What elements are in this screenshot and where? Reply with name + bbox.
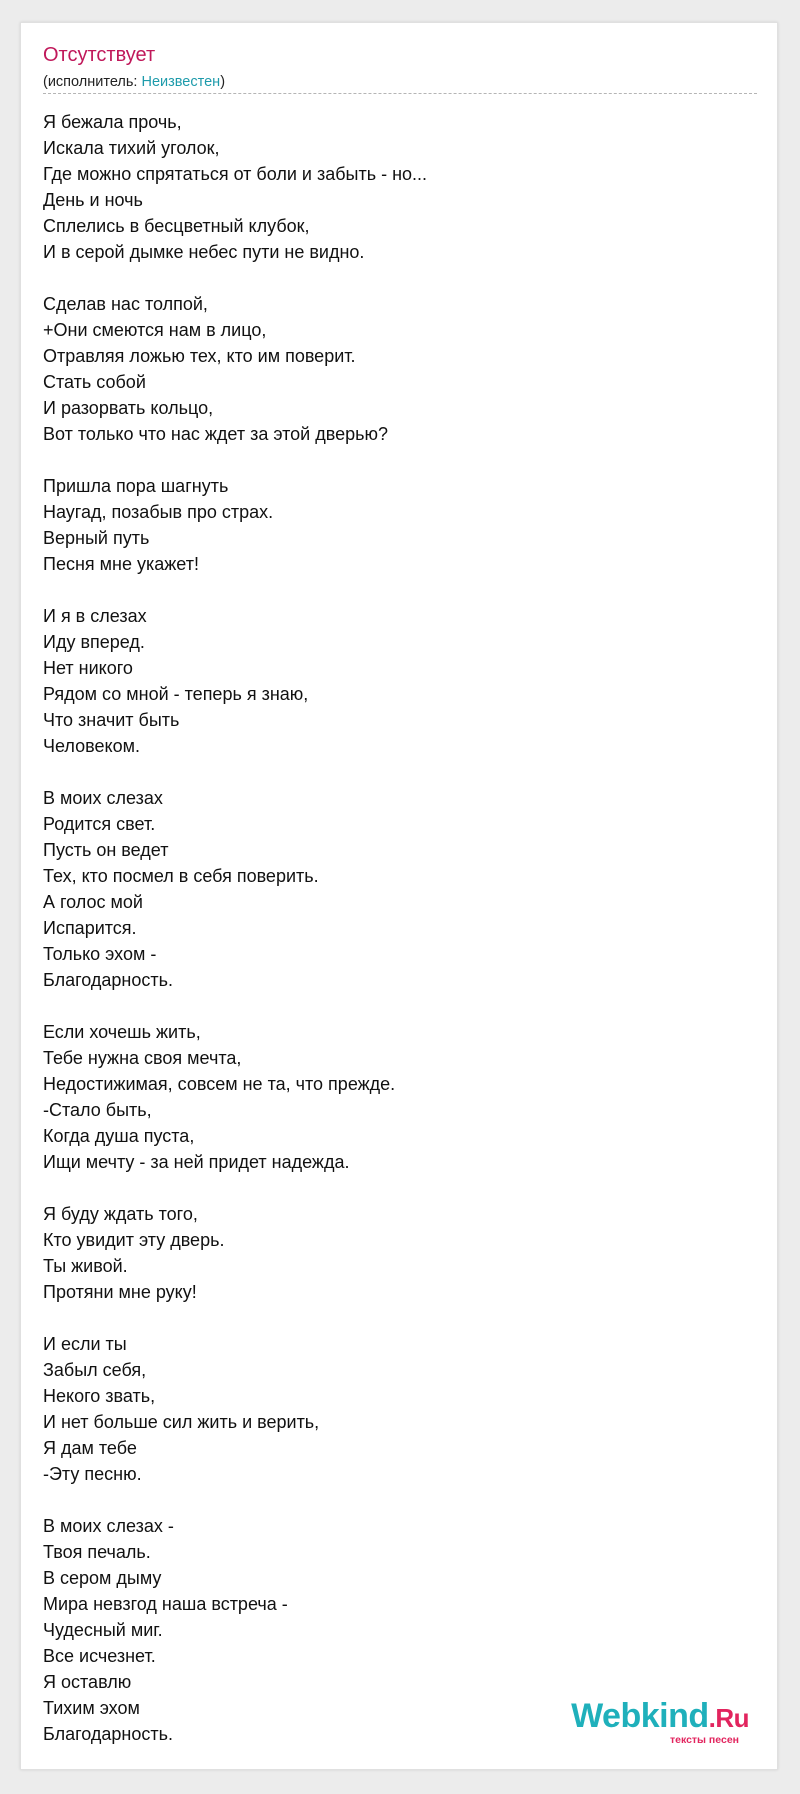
lyric-line: Нет никого <box>43 658 133 678</box>
lyric-line: Ищи мечту - за ней придет надежда. <box>43 1152 350 1172</box>
webkind-logo[interactable] <box>549 1697 749 1747</box>
lyric-line: Где можно спрятаться от боли и забыть - но... <box>43 164 428 184</box>
lyric-line: +Они смеются нам в лицо, <box>43 320 267 340</box>
stanza <box>43 109 743 265</box>
lyric-line: Верный путь <box>43 528 150 548</box>
lyric-line: Рядом со мной - теперь я знаю, <box>43 684 309 704</box>
lyric-line: Я бежала прочь, <box>43 112 182 132</box>
lyric-line: Забыл себя, <box>43 1360 147 1380</box>
lyric-line: И если ты <box>43 1334 127 1354</box>
lyric-line: Я дам тебе <box>43 1438 137 1458</box>
lyric-line: Протяни мне руку! <box>43 1282 197 1302</box>
lyric-line: Некого звать, <box>43 1386 156 1406</box>
lyric-line: Стать собой <box>43 372 146 392</box>
lyric-line: Сплелись в бесцветный клубок, <box>43 216 310 236</box>
stanza <box>43 1201 743 1305</box>
lyric-line: Наугад, позабыв про страх. <box>43 502 274 522</box>
lyric-line: Когда душа пуста, <box>43 1126 195 1146</box>
lyric-line: Испарится. <box>43 918 137 938</box>
lyric-line: Недостижимая, совсем не та, что прежде. <box>43 1074 396 1094</box>
lyric-line: Благодарность. <box>43 970 174 990</box>
lyric-line: Если хочешь жить, <box>43 1022 201 1042</box>
lyric-line: Тех, кто посмел в себя поверить. <box>43 866 319 886</box>
lyric-line: И нет больше сил жить и верить, <box>43 1412 320 1432</box>
logo-tld: .Ru <box>708 1703 749 1733</box>
stanza <box>43 1331 743 1487</box>
lyric-line: Мира невзгод наша встреча - <box>43 1594 288 1614</box>
lyric-line: Кто увидит эту дверь. <box>43 1230 225 1250</box>
artist-link[interactable]: Неизвестен <box>141 74 221 90</box>
lyric-line: Иду вперед. <box>43 632 145 652</box>
lyric-line: День и ночь <box>43 190 143 210</box>
lyric-line: Ты живой. <box>43 1256 128 1276</box>
lyric-line: Твоя печаль. <box>43 1542 151 1562</box>
lyric-line: В моих слезах - <box>43 1516 174 1536</box>
logo-wordmark <box>571 1697 749 1737</box>
stanza <box>43 1019 743 1175</box>
lyric-line: Пусть он ведет <box>43 840 169 860</box>
lyric-line: А голос мой <box>43 892 143 912</box>
lyric-line: Я оставлю <box>43 1672 132 1692</box>
song-title: Отсутствует <box>43 44 156 66</box>
lyric-line: И я в слезах <box>43 606 147 626</box>
logo-word: Webkind <box>571 1697 709 1735</box>
lyric-line: Тихим эхом <box>43 1698 140 1718</box>
lyric-line: Пришла пора шагнуть <box>43 476 229 496</box>
lyric-line: Благодарность. <box>43 1724 174 1744</box>
lyric-line: Вот только что нас ждет за этой дверью? <box>43 424 389 444</box>
stanza <box>43 603 743 759</box>
lyric-line: Человеком. <box>43 736 140 756</box>
lyric-line: Чудесный миг. <box>43 1620 163 1640</box>
lyrics-body <box>43 109 743 1773</box>
lyric-line: Искала тихий уголок, <box>43 138 220 158</box>
lyric-line: Песня мне укажет! <box>43 554 199 574</box>
lyric-line: Только эхом - <box>43 944 157 964</box>
lyric-line: Что значит быть <box>43 710 180 730</box>
artist-prefix: (исполнитель: <box>43 74 142 90</box>
logo-tagline: тексты песен <box>669 1734 739 1746</box>
stanza <box>43 473 743 577</box>
artist-suffix: ) <box>220 74 226 90</box>
lyric-line: В моих слезах <box>43 788 163 808</box>
stanza <box>43 785 743 993</box>
lyric-line: Родится свет. <box>43 814 156 834</box>
lyric-line: Отравляя ложью тех, кто им поверит. <box>43 346 356 366</box>
lyric-line: -Эту песню. <box>43 1464 142 1484</box>
divider <box>43 93 757 94</box>
lyric-line: Тебе нужна своя мечта, <box>43 1048 242 1068</box>
stanza <box>43 291 743 447</box>
lyric-line: Я буду ждать того, <box>43 1204 198 1224</box>
lyric-line: -Стало быть, <box>43 1100 152 1120</box>
lyrics-card <box>20 22 778 1770</box>
lyric-line: В сером дыму <box>43 1568 162 1588</box>
artist-line <box>43 73 225 91</box>
lyric-line: Сделав нас толпой, <box>43 294 208 314</box>
lyric-line: И в серой дымке небес пути не видно. <box>43 242 365 262</box>
lyric-line: Все исчезнет. <box>43 1646 156 1666</box>
lyric-line: И разорвать кольцо, <box>43 398 214 418</box>
